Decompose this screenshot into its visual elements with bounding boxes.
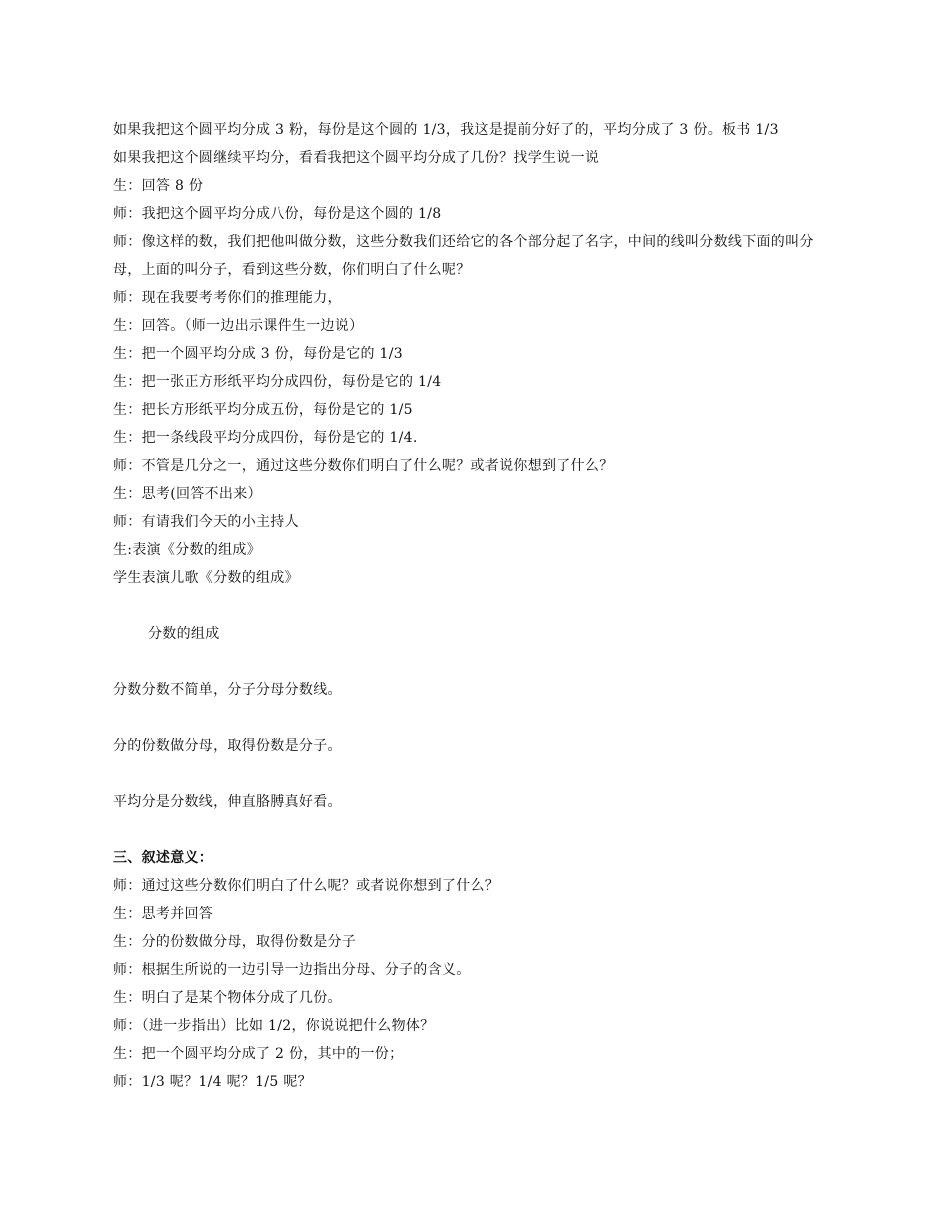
paragraph: 师：通过这些分数你们明白了什么呢？或者说你想到了什么？ xyxy=(113,878,500,894)
paragraph: 师：根据生所说的一边引导一边指出分母、分子的含义。 xyxy=(113,962,471,978)
poem-line: 分的份数做分母，取得份数是分子。 xyxy=(113,738,342,754)
blank-line xyxy=(113,816,841,844)
paragraph: 生：把一个圆平均分成了 2 份，其中的一份； xyxy=(113,1046,404,1062)
paragraph: 师：有请我们今天的小主持人 xyxy=(113,514,299,530)
paragraph: 师：我把这个圆平均分成八份，每份是这个圆的 1/8 xyxy=(113,206,442,222)
section-heading: 三、叙述意义： xyxy=(113,850,214,866)
dialogue-block-1 xyxy=(113,116,841,592)
poem-line: 平均分是分数线，伸直胳膊真好看。 xyxy=(113,794,342,810)
poem xyxy=(113,620,841,816)
paragraph: 学生表演儿歌《分数的组成》 xyxy=(113,570,299,586)
paragraph: 师：不管是几分之一，通过这些分数你们明白了什么呢？或者说你想到了什么？ xyxy=(113,458,614,474)
paragraph: 师：现在我要考考你们的推理能力， xyxy=(113,290,342,306)
paragraph: 生：把一张正方形纸平均分成四份，每份是它的 1/4 xyxy=(113,374,442,390)
paragraph: 师：像这样的数，我们把他叫做分数，这些分数我们还给它的各个部分起了名字，中间的线叫分数线下面的叫分母，上面的叫分子，看到这些分数，你们明白了什么呢？ xyxy=(113,234,814,278)
paragraph: 生：思考并回答 xyxy=(113,906,214,922)
paragraph: 生:表演《分数的组成》 xyxy=(113,542,262,558)
paragraph: 生：回答。（师一边出示课件生一边说） xyxy=(113,318,364,334)
dialogue-block-2 xyxy=(113,872,841,1096)
paragraph: 师：1/3 呢？1/4 呢？1/5 呢？ xyxy=(113,1074,312,1090)
paragraph: 生：把长方形纸平均分成五份，每份是它的 1/5 xyxy=(113,402,413,418)
blank-line xyxy=(113,704,841,732)
paragraph: 师：（进一步指出）比如 1/2，你说说把什么物体？ xyxy=(113,1018,435,1034)
blank-line xyxy=(113,648,841,676)
paragraph: 生：分的份数做分母，取得份数是分子 xyxy=(113,934,357,950)
blank-line xyxy=(113,592,841,620)
paragraph: 生：把一条线段平均分成四份，每份是它的 1/4. xyxy=(113,430,418,446)
poem-line: 分数分数不简单，分子分母分数线。 xyxy=(113,682,342,698)
document-page xyxy=(113,116,841,1096)
paragraph: 生：明白了是某个物体分成了几份。 xyxy=(113,990,342,1006)
paragraph: 生：回答 8 份 xyxy=(113,178,204,194)
paragraph: 如果我把这个圆平均分成 3 粉，每份是这个圆的 1/3，我这是提前分好了的，平均分成了 3 份。板书 1/3 xyxy=(113,122,779,138)
paragraph: 如果我把这个圆继续平均分，看看我把这个圆平均分成了几份？找学生说一说 xyxy=(113,150,600,166)
paragraph: 生：把一个圆平均分成 3 份，每份是它的 1/3 xyxy=(113,346,403,362)
blank-line xyxy=(113,760,841,788)
poem-title: 分数的组成 xyxy=(148,626,220,642)
paragraph: 生：思考(回答不出来） xyxy=(113,486,262,502)
